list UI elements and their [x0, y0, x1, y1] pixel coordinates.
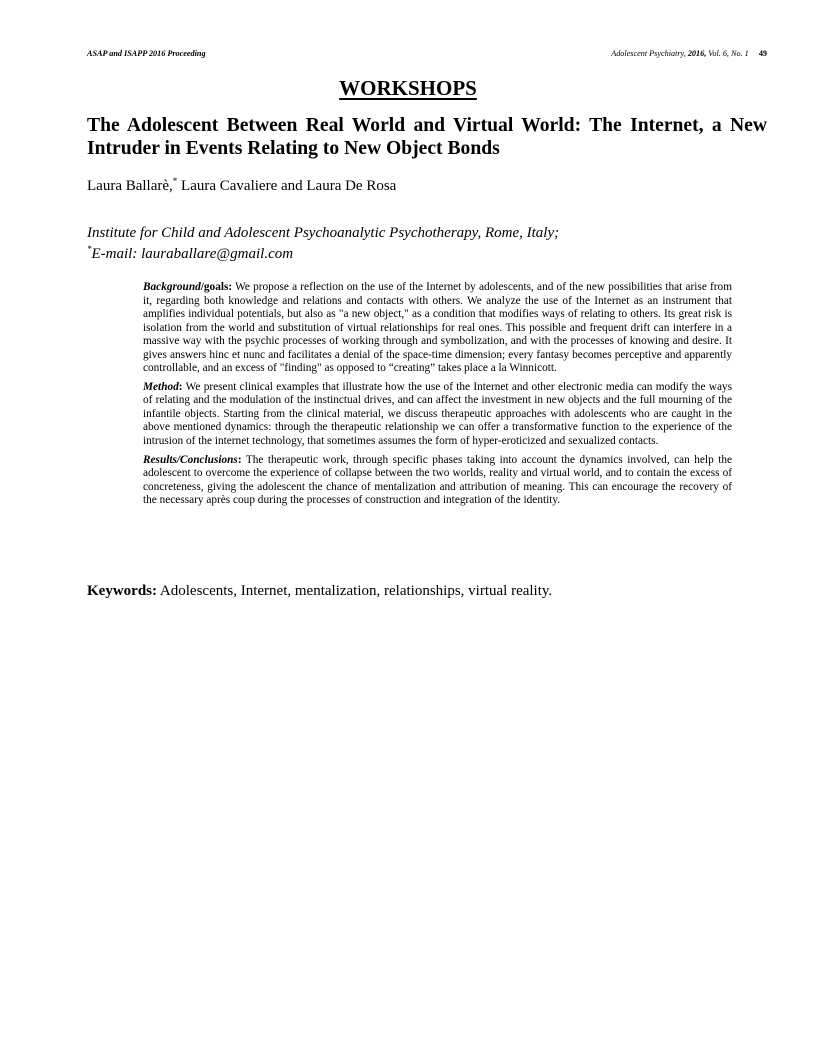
author-rest: Laura Cavaliere and Laura De Rosa [177, 178, 397, 194]
affiliation-block [87, 223, 767, 265]
running-header-right [611, 49, 767, 58]
page-number: 49 [758, 49, 767, 58]
method-text: We present clinical examples that illustrate how the use of the Internet and other electronic media can modify the ways of relating and the modulation of the instinctual drives, and can affect the investment in new objects and the full mourning of the infantile objects. Starting from the clinical material, we discuss therapeutic approaches with adolescents who are caught in the above mentioned dynamics: through the therapeutic relationship we can offer a transformative function to the experience of the intrusion of the internet technology, that sometimes assumes the form of hyper-eroticized and sexualized contacts. [143, 380, 732, 448]
running-header-left: ASAP and ISAPP 2016 Proceeding [87, 49, 206, 58]
background-label-suffix: /goals: [200, 281, 233, 293]
email: E-mail: lauraballare@gmail.com [91, 246, 294, 262]
keywords-label: Keywords: [87, 583, 157, 599]
abstract-results [143, 454, 732, 508]
results-colon: : [237, 453, 242, 466]
abstract-method [143, 381, 732, 449]
section-heading: WORKSHOPS [339, 76, 477, 100]
method-colon: : [178, 380, 183, 393]
journal-year: 2016, [687, 49, 707, 58]
abstract [143, 281, 732, 513]
method-label: Method [143, 380, 179, 393]
author-first: Laura Ballarè, [87, 178, 173, 194]
results-label: Results/Conclusions [143, 453, 238, 466]
abstract-background [143, 281, 732, 376]
background-label: Background [143, 281, 201, 293]
email-line [87, 244, 767, 265]
corresponding-mark: * [172, 176, 178, 186]
background-text: We propose a reflection on the use of the Internet by adolescents, and of the new possibilities that arise from it, regarding both knowledge and relations and contacts with others. We analyze the use of the Internet as an instrument that amplifies individual potentials, but also as "a new object," as a condition that modifies ways of relating to others. Its great risk is isolation from the world and substitution of virtual relationships for real ones. This possible and frequent drift can interfere in a massive way with the psychic processes of working through and symbolization, and with the processes of knowing and desire. It gives answers hinc et nunc and facilitates a denial of the space-time dimension; every fantasy becomes perceptive and apparently controllable, and an excess of "finding" as opposed to “creating” takes place a la Winnicott. [143, 281, 732, 375]
keywords [87, 583, 552, 600]
affiliation: Institute for Child and Adolescent Psychoanalytic Psychotherapy, Rome, Italy; [87, 225, 560, 241]
results-text: The therapeutic work, through specific phases taking into account the dynamics involved, can help the adolescent to overcome the experience of collapse between the two worlds, reality and virtual world, and to contain the excess of concreteness, giving the adolescent the chance of mentalization and attribution of meaning. This can encourage the recovery of the necessary après coup during the processes of construction and integration of the identity. [143, 453, 732, 507]
author-list [87, 178, 396, 195]
article-title: The Adolescent Between Real World and Virtual World: The Internet, a New Intruder in Events Relating to New Object Bonds [87, 115, 767, 159]
journal-name: Adolescent Psychiatry, [611, 49, 686, 58]
journal-volume: Vol. 6, No. 1 [708, 49, 749, 58]
keywords-text: Adolescents, Internet, mentalization, relationships, virtual reality. [157, 583, 553, 599]
email-mark: * [87, 244, 92, 254]
